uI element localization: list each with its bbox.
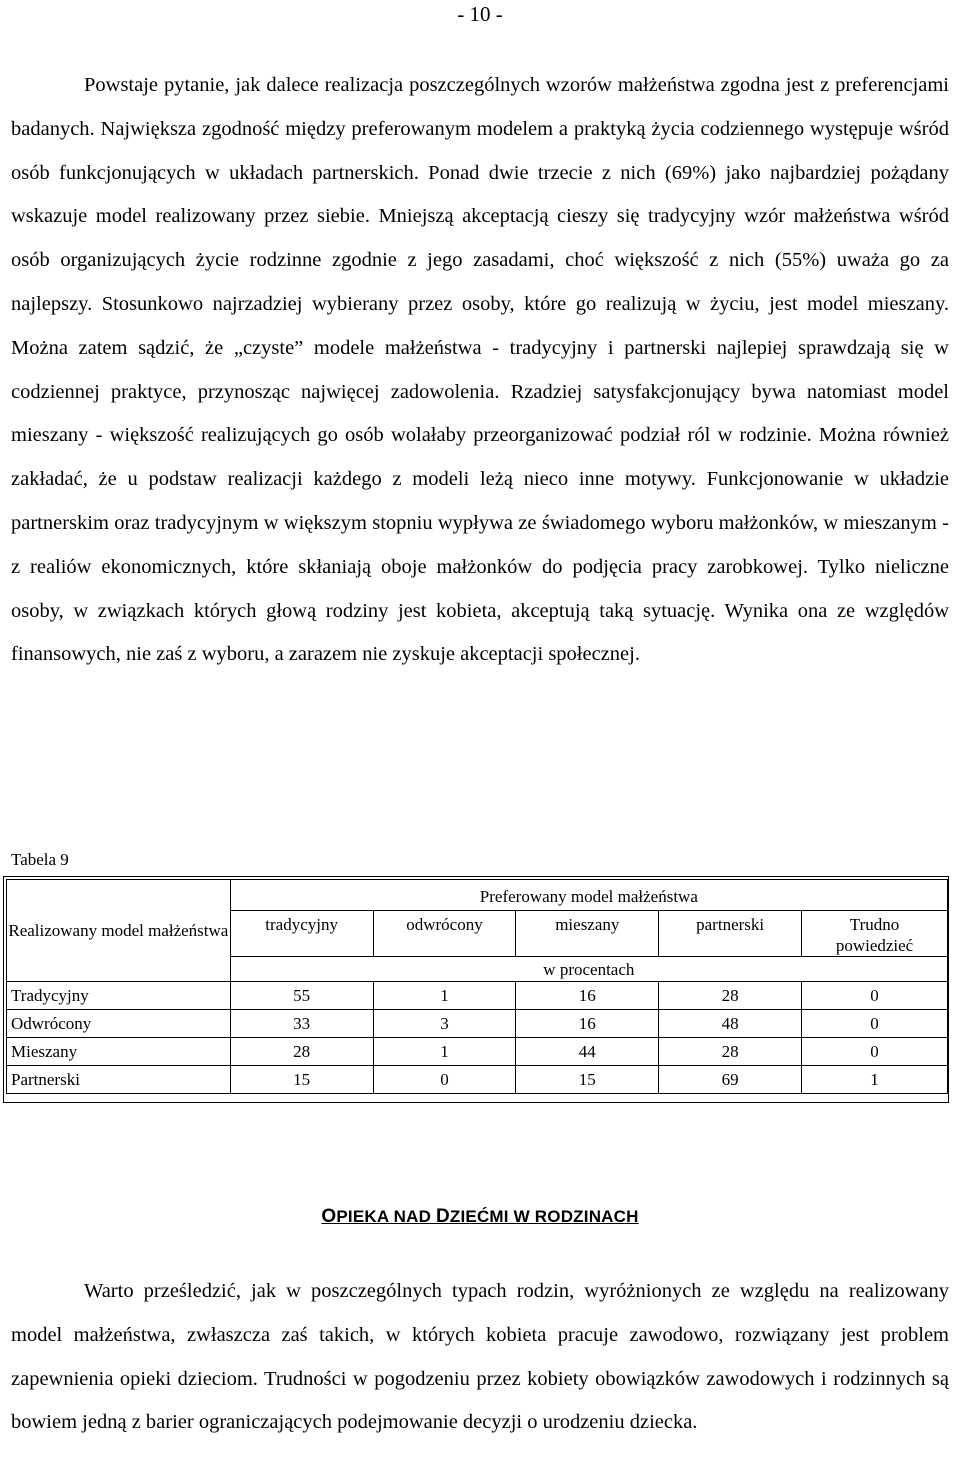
section-heading xyxy=(0,1206,960,1228)
heading-initial: O xyxy=(321,1206,337,1227)
heading-text: ZIEĆMI W RODZINACH xyxy=(449,1207,639,1226)
table-cell: 28 xyxy=(659,1038,802,1066)
column-header: tradycyjny xyxy=(230,911,373,957)
preferences-table xyxy=(6,879,948,1094)
column-header: mieszany xyxy=(516,911,659,957)
group-header-cell xyxy=(230,880,947,911)
row-header-cell xyxy=(7,880,231,982)
row-label: Tradycyjny xyxy=(7,982,231,1010)
table-cell: 15 xyxy=(230,1066,373,1094)
table-cell: 1 xyxy=(802,1066,948,1094)
table-cell: 28 xyxy=(230,1038,373,1066)
table-cell: 0 xyxy=(802,982,948,1010)
table-cell: 3 xyxy=(373,1010,516,1038)
row-label: Mieszany xyxy=(7,1038,231,1066)
paragraph-text: Powstaje pytanie, jak dalece realizacja poszczególnych wzorów małżeństwa zgodna jest z preferencjami badanych. Największa zgodność między preferowanym modelem a praktyką życia codziennego występuje wśród osób funkcjonujących w układach partnerskich. Ponad dwie trzecie z nich (69%) jako najbardziej pożądany wskazuje model realizowany przez siebie. Mniejszą akceptacją cieszy się tradycyjny wzór małżeństwa wśród osób organizujących życie rodzinne zgodnie z jego zasadami, choć większość z nich (55%) uważa go za najlepszy. Stosunkowo najrzadziej wybierany przez osoby, które go realizują w życiu, jest model mieszany. Można zatem sądzić, że „czyste” modele małżeństwa - tradycyjny i partnerski najlepiej sprawdzają się w codziennej praktyce, przynosząc najwięcej zadowolenia. Rzadziej satysfakcjonujący bywa natomiast model mieszany - większość realizujących go osób wolałaby przeorganizować podział ról w rodzinie. Można również zakładać, że u podstaw realizacji każdego z modeli leżą nieco inne motywy. Funkcjonowanie w układzie partnerskim oraz tradycyjnym w większym stopniu wypływa ze świadomego wyboru małżonków, w mieszanym - z realiów ekonomicznych, które skłaniają oboje małżonków do podjęcia pracy zarobkowej. Tylko nieliczne osoby, w związkach których głową rodziny jest kobieta, akceptują taką sytuację. Wynika ona ze względów finansowych, nie zaś z wyboru, a zarazem nie zyskuje akceptacji społecznej. xyxy=(11,74,949,666)
paragraph-text: Warto prześledzić, jak w poszczególnych typach rodzin, wyróżnionych ze względu na realizowany model małżeństwa, zwłaszcza zaś takich, w których kobieta pracuje zawodowo, rozwiązany jest problem zapewnienia opieki dzieciom. Trudności w pogodzeniu przez kobiety obowiązków zawodowych i rodzinnych są bowiem jedną z barier ograniczających podejmowanie decyzji o urodzeniu dziecka. xyxy=(11,1280,949,1434)
table-cell: 55 xyxy=(230,982,373,1010)
body-paragraph xyxy=(11,64,949,677)
row-label: Partnerski xyxy=(7,1066,231,1094)
page-number: - 10 - xyxy=(457,2,503,26)
table-cell: 44 xyxy=(516,1038,659,1066)
table-cell: 48 xyxy=(659,1010,802,1038)
table-row xyxy=(7,1010,948,1038)
heading-initial: D xyxy=(435,1206,450,1227)
table-cell: 1 xyxy=(373,982,516,1010)
column-header: Trudno powiedzieć xyxy=(802,911,948,957)
table-row xyxy=(7,1038,948,1066)
table-cell: 0 xyxy=(373,1066,516,1094)
table-cell: 15 xyxy=(516,1066,659,1094)
heading-text: PIEKA NAD xyxy=(336,1207,436,1226)
table-cell: 0 xyxy=(802,1010,948,1038)
table-cell: 16 xyxy=(516,1010,659,1038)
table-cell: 33 xyxy=(230,1010,373,1038)
table-cell: 1 xyxy=(373,1038,516,1066)
body-paragraph xyxy=(11,1270,949,1445)
table-cell: 69 xyxy=(659,1066,802,1094)
group-header-text: Preferowany model małżeństwa xyxy=(479,887,698,906)
row-header-text: Realizowany model małżeństwa xyxy=(8,921,229,940)
table-cell: 0 xyxy=(802,1038,948,1066)
row-label: Odwrócony xyxy=(7,1010,231,1038)
table-row xyxy=(7,1066,948,1094)
column-header: odwrócony xyxy=(373,911,516,957)
table-caption: Tabela 9 xyxy=(11,850,69,869)
unit-cell: w procentach xyxy=(230,957,947,982)
table-row xyxy=(7,982,948,1010)
column-header: partnerski xyxy=(659,911,802,957)
table-cell: 28 xyxy=(659,982,802,1010)
table-cell: 16 xyxy=(516,982,659,1010)
